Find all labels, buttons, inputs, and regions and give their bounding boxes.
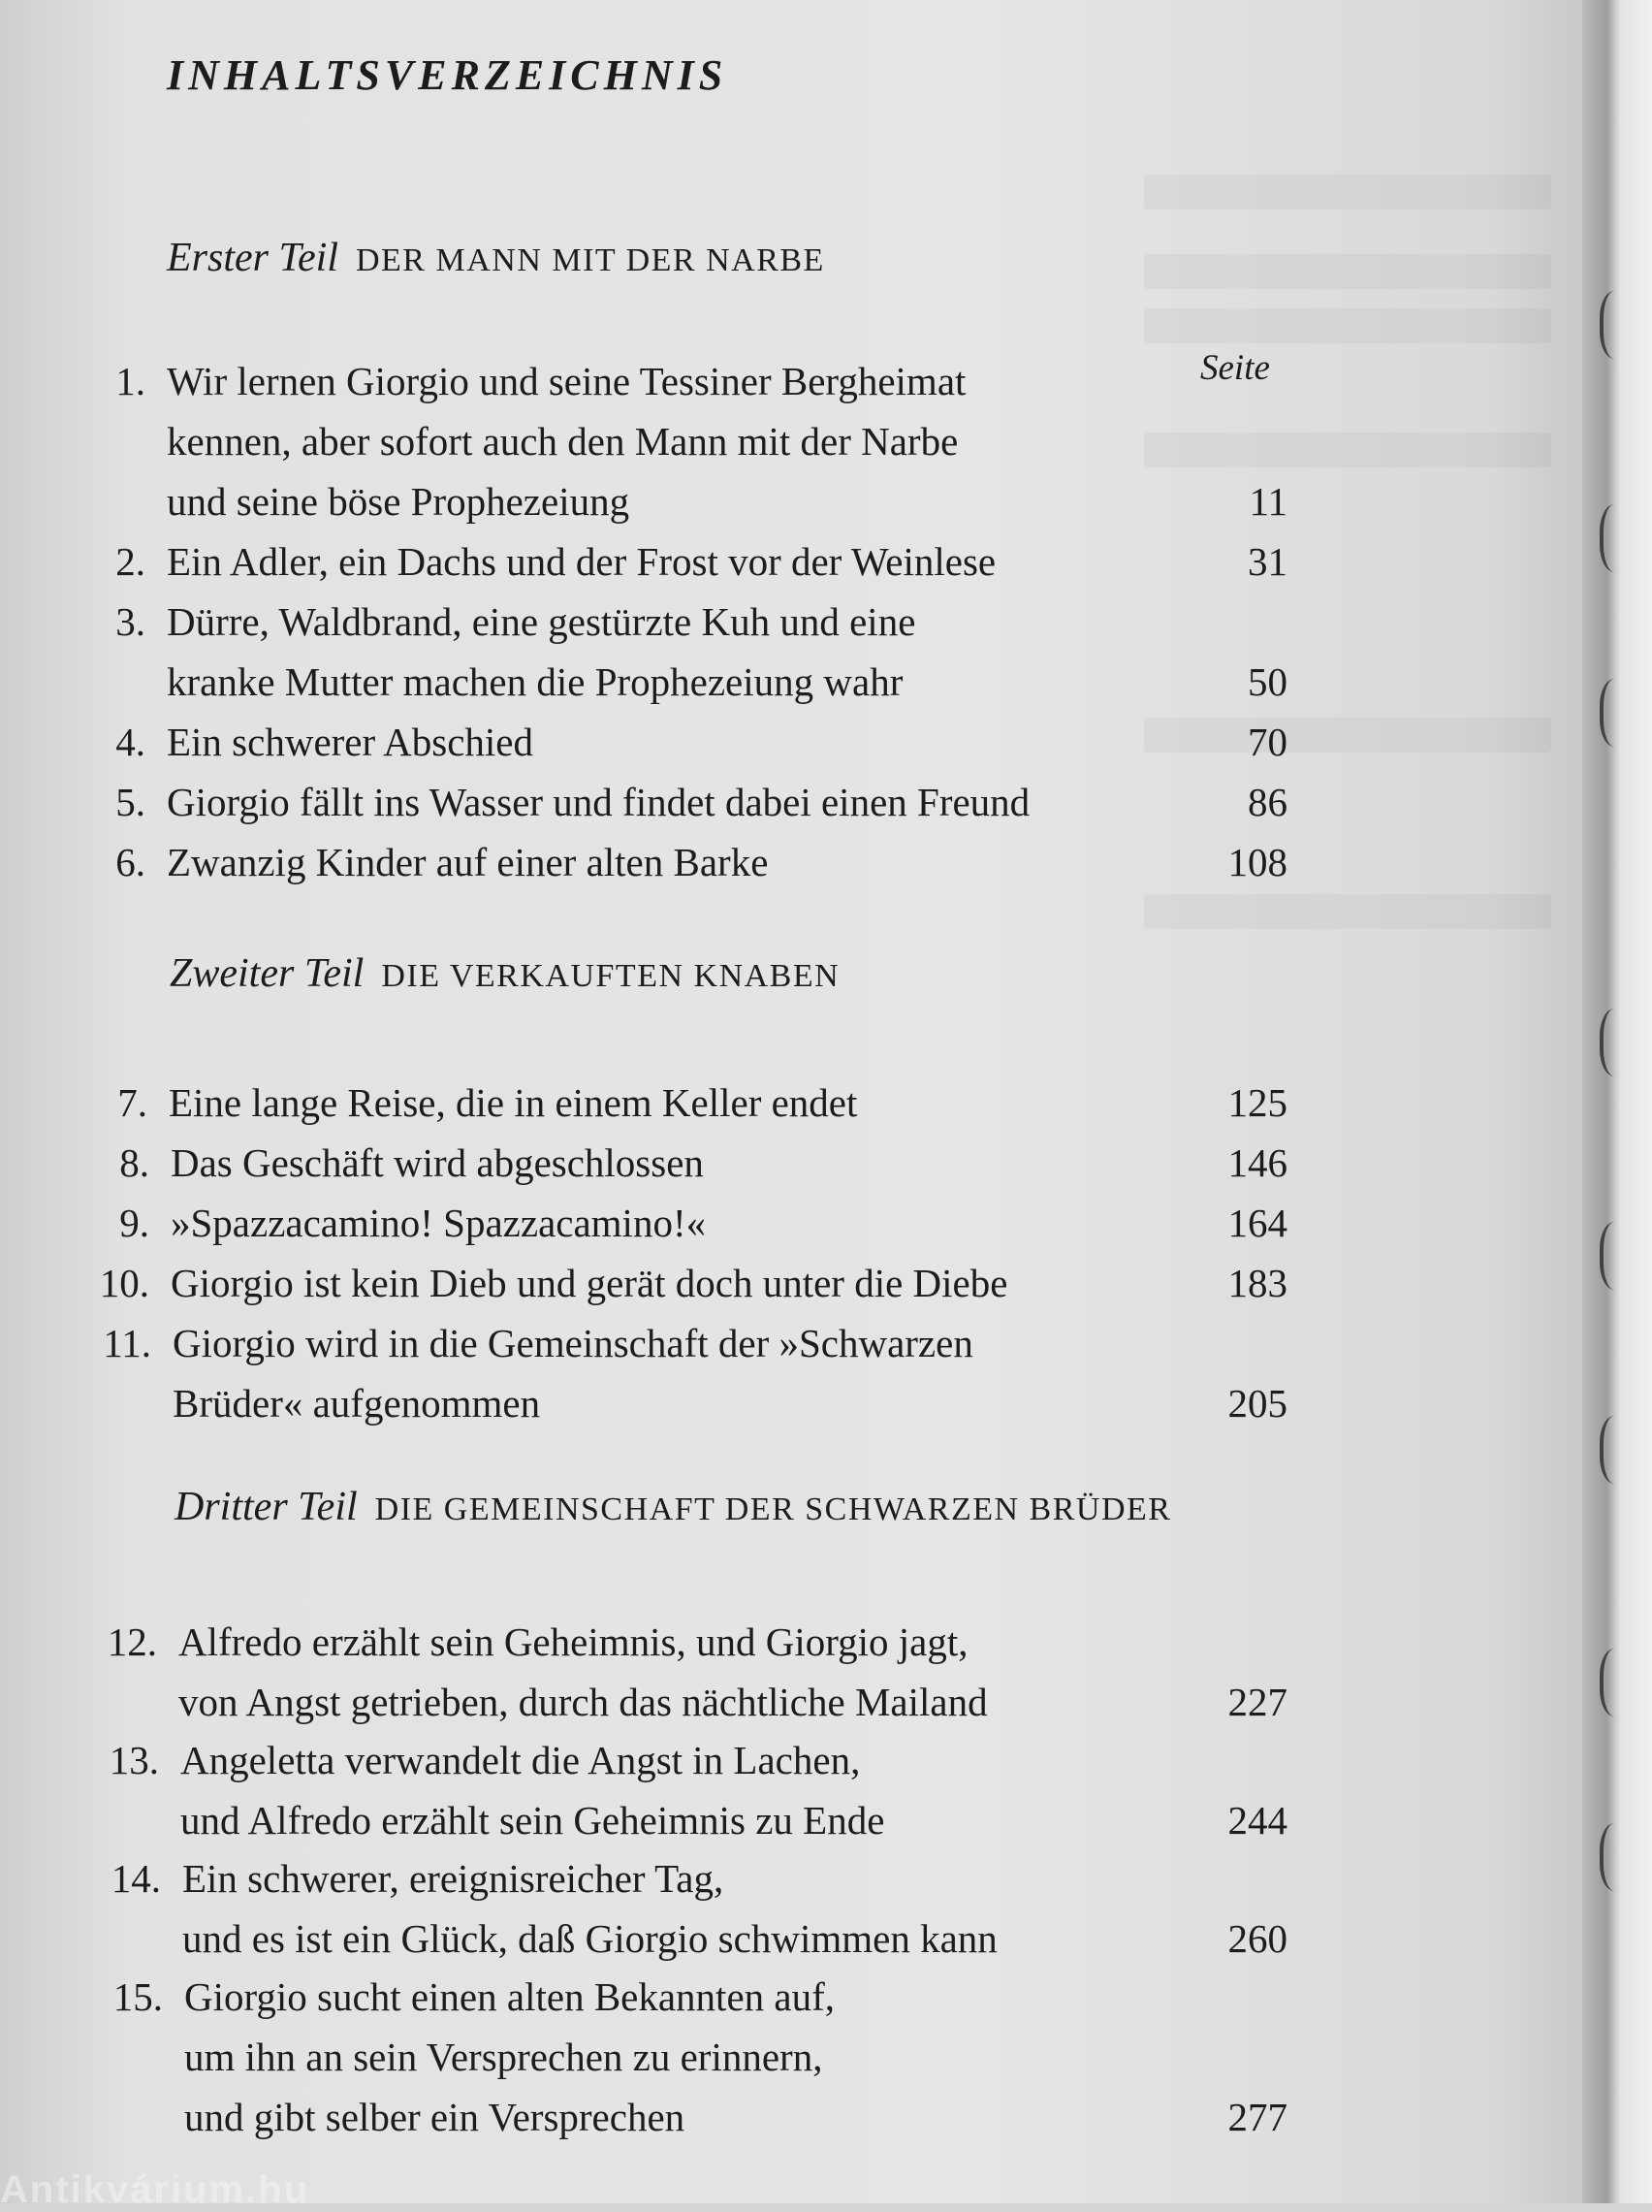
chapter-title-line: Brüder« aufgenommen: [173, 1381, 541, 1426]
chapter-number: 7.: [117, 1080, 147, 1125]
part-title: DIE VERKAUFTEN KNABEN: [381, 958, 841, 994]
page-column-label: Seite: [1200, 348, 1270, 388]
chapter-title-line: Giorgio sucht einen alten Bekannten auf,: [184, 1974, 835, 2019]
chapter-page-number: 244: [1227, 1798, 1287, 1843]
chapter-title-line: um ihn an sein Versprechen zu erinnern,: [184, 2035, 823, 2079]
chapter-page-number: 205: [1227, 1381, 1287, 1426]
chapter-number: 8.: [119, 1140, 149, 1185]
chapter-title-line: Alfredo erzählt sein Geheimnis, und Giorgio jagt,: [178, 1619, 969, 1664]
toc-title: INHALTSVERZEICHNIS: [167, 51, 728, 99]
chapter-number: 9.: [119, 1201, 149, 1245]
part-label: Zweiter Teil: [170, 951, 365, 996]
part-heading-2: [170, 950, 840, 997]
chapter-title-line: Wir lernen Giorgio und seine Tessiner Bergheimat: [167, 359, 967, 403]
part-title: DIE GEMEINSCHAFT DER SCHWARZEN BRÜDER: [374, 1491, 1172, 1527]
chapter-page-number: 108: [1227, 840, 1287, 884]
chapter-title-line: und es ist ein Glück, daß Giorgio schwimmen kann: [182, 1916, 998, 1961]
chapter-number: 2.: [115, 539, 145, 584]
chapter-number: 13.: [109, 1738, 159, 1782]
chapter-page-number: 227: [1227, 1680, 1287, 1724]
chapter-title-line: »Spazzacamino! Spazzacamino!«: [171, 1201, 707, 1245]
chapter-number: 4.: [115, 720, 145, 764]
chapter-title-line: und gibt selber ein Versprechen: [184, 2095, 685, 2139]
chapter-title-line: Zwanzig Kinder auf einer alten Barke: [167, 840, 769, 884]
chapter-page-number: 260: [1227, 1916, 1287, 1961]
chapter-title-line: und Alfredo erzählt sein Geheimnis zu Ende: [180, 1798, 885, 1843]
bleed-through-line: [1144, 308, 1551, 343]
chapter-page-number: 86: [1248, 780, 1287, 824]
part-label: Erster Teil: [167, 236, 338, 280]
bleed-through-line: [1144, 175, 1551, 209]
chapter-number: 12.: [107, 1619, 157, 1664]
chapter-title-line: Dürre, Waldbrand, eine gestürzte Kuh und eine: [167, 599, 916, 644]
chapter-title-line: Ein Adler, ein Dachs und der Frost vor der Weinlese: [167, 539, 997, 584]
watermark: Antikvárium.hu: [0, 2168, 310, 2211]
chapter-page-number: 125: [1227, 1080, 1287, 1125]
bleed-through-line: [1144, 433, 1551, 467]
chapter-number: 1.: [115, 359, 145, 403]
part-title: DER MANN MIT DER NARBE: [355, 242, 825, 278]
chapter-title-line: von Angst getrieben, durch das nächtliche Mailand: [178, 1680, 988, 1724]
chapter-number: 6.: [115, 840, 145, 884]
chapter-number: 5.: [115, 780, 145, 824]
chapter-title-line: Ein schwerer, ereignisreicher Tag,: [182, 1856, 724, 1901]
chapter-page-number: 70: [1248, 720, 1287, 764]
chapter-page-number: 11: [1249, 479, 1287, 524]
chapter-page-number: 31: [1248, 539, 1287, 584]
bleed-through-line: [1144, 254, 1551, 289]
chapter-title-line: kennen, aber sofort auch den Mann mit der Narbe: [167, 419, 959, 464]
chapter-title-line: und seine böse Prophezeiung: [167, 479, 630, 524]
chapter-page-number: 183: [1227, 1261, 1287, 1305]
chapter-title-line: Giorgio ist kein Dieb und gerät doch unter die Diebe: [171, 1261, 1008, 1305]
chapter-number: 15.: [112, 1974, 163, 2019]
chapter-number: 3.: [115, 599, 145, 644]
chapter-page-number: 50: [1248, 659, 1287, 704]
chapter-title-line: Ein schwerer Abschied: [167, 720, 533, 764]
chapter-title-line: Giorgio wird in die Gemeinschaft der »Schwarzen: [173, 1321, 973, 1365]
chapter-page-number: 146: [1227, 1140, 1287, 1185]
chapter-number: 10.: [99, 1261, 149, 1305]
chapter-page-number: 277: [1227, 2095, 1287, 2139]
chapter-title-line: Eine lange Reise, die in einem Keller endet: [169, 1080, 858, 1125]
chapter-page-number: 164: [1227, 1201, 1287, 1245]
part-heading-3: [175, 1484, 1171, 1530]
part-label: Dritter Teil: [175, 1485, 358, 1529]
chapter-title-line: Das Geschäft wird abgeschlossen: [171, 1140, 704, 1185]
chapter-number: 11.: [103, 1321, 151, 1365]
bleed-through-line: [1144, 894, 1551, 929]
book-spine-edge: [1582, 0, 1652, 2203]
chapter-title-line: Giorgio fällt ins Wasser und findet dabei einen Freund: [167, 780, 1031, 824]
chapter-number: 14.: [111, 1856, 161, 1901]
part-heading-1: [167, 235, 825, 281]
chapter-title-line: kranke Mutter machen die Prophezeiung wahr: [167, 659, 904, 704]
chapter-title-line: Angeletta verwandelt die Angst in Lachen,: [180, 1738, 861, 1782]
